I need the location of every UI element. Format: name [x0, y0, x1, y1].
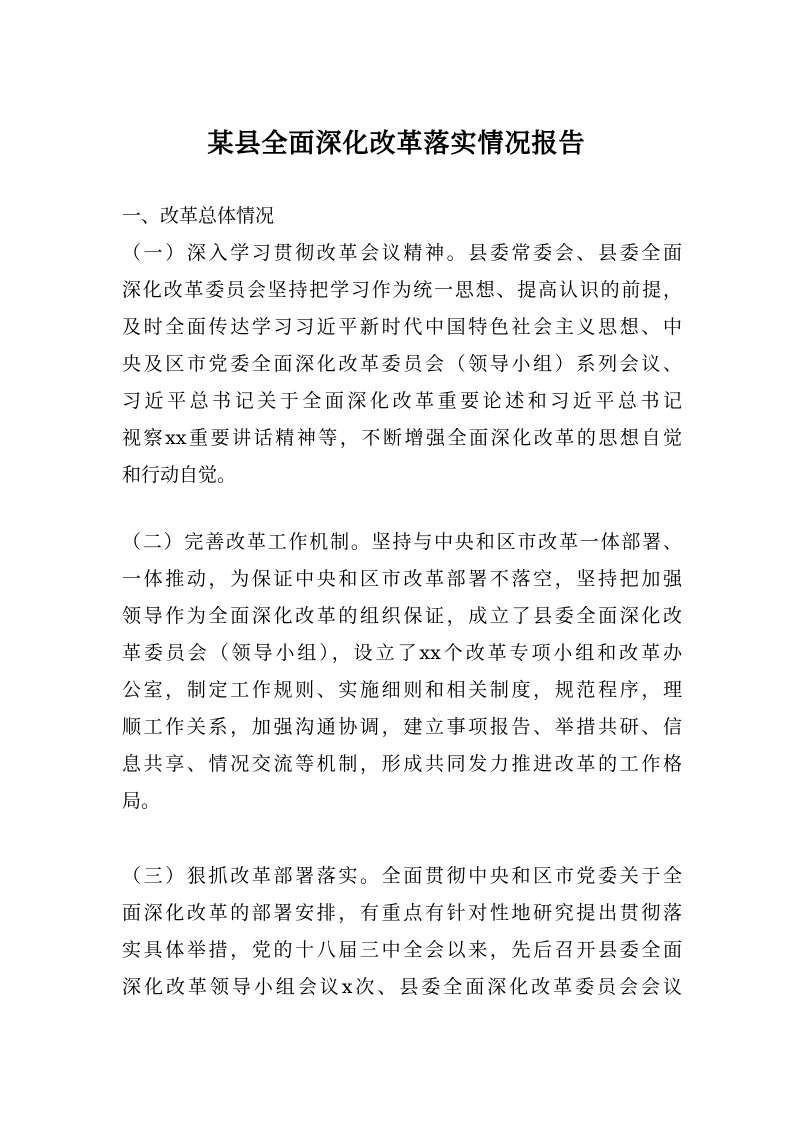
- document-title: 某县全面深化改革落实情况报告: [207, 129, 586, 159]
- paragraph-line: 领导作为全面深化改革的组织保证，成立了县委全面深化改: [122, 605, 682, 627]
- paragraph-line: 及时全面传达学习习近平新时代中国特色社会主义思想、中: [122, 316, 682, 338]
- paragraph-line: 面深化改革的部署安排，有重点有针对性地研究提出贯彻落: [122, 902, 682, 924]
- paragraph-line: 实具体举措，党的十八届三中全会以来，先后召开县委全面: [122, 939, 682, 961]
- paragraph-line: 深化改革领导小组会议x次、县委全面深化改革委员会会议: [122, 976, 682, 998]
- paragraph-line: 革委员会（领导小组），设立了xx个改革专项小组和改革办: [122, 642, 682, 664]
- section-heading: 一、改革总体情况: [122, 205, 275, 227]
- paragraph-line: （二）完善改革工作机制。坚持与中央和区市改革一体部署、: [122, 531, 682, 553]
- paragraph-line: 局。: [122, 790, 161, 812]
- paragraph-line: 一体推动，为保证中央和区市改革部署不落空，坚持把加强: [122, 568, 682, 590]
- paragraph-line: （一）深入学习贯彻改革会议精神。县委常委会、县委全面: [122, 242, 682, 264]
- paragraph-line: 视察xx重要讲话精神等，不断增强全面深化改革的思想自觉: [122, 427, 682, 449]
- paragraph-line: 习近平总书记关于全面深化改革重要论述和习近平总书记: [122, 390, 682, 412]
- paragraph-line: （三）狠抓改革部署落实。全面贯彻中央和区市党委关于全: [122, 865, 682, 887]
- paragraph-line: 和行动自觉。: [122, 464, 237, 486]
- paragraph-line: 央及区市党委全面深化改革委员会（领导小组）系列会议、: [122, 353, 682, 375]
- paragraph-line: 深化改革委员会坚持把学习作为统一思想、提高认识的前提，: [122, 279, 682, 301]
- paragraph-line: 息共享、情况交流等机制，形成共同发力推进改革的工作格: [122, 753, 682, 775]
- paragraph-line: 顺工作关系，加强沟通协调，建立事项报告、举措共研、信: [122, 716, 682, 738]
- paragraph-line: 公室，制定工作规则、实施细则和相关制度，规范程序，理: [122, 679, 682, 701]
